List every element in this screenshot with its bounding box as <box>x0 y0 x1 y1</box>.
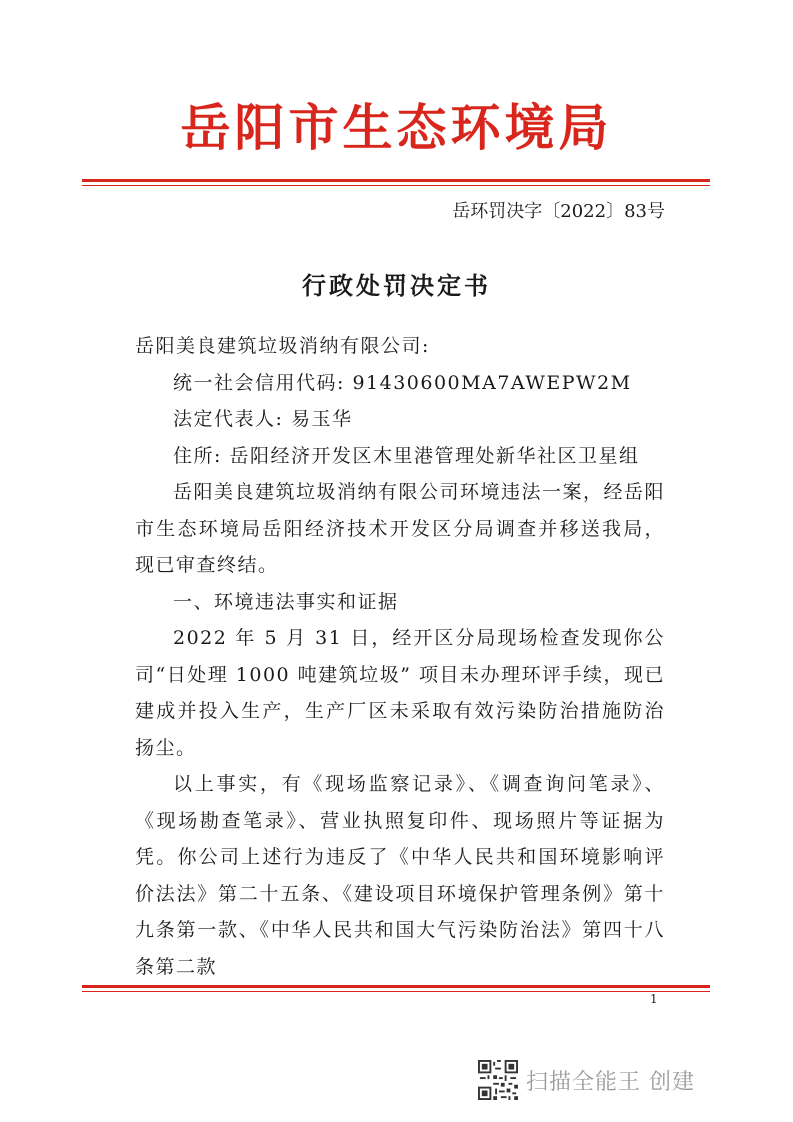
page-number: 1 <box>650 992 658 1006</box>
facts-paragraph: 2022 年 5 月 31 日，经开区分局现场检查发现你公司“日处理 1000 吨建筑垃圾” 项目未办理环评手续，现已建成并投入生产，生产厂区未采取有效污染防治措施防治扬尘。 <box>135 627 665 759</box>
evidence-paragraph: 以上事实，有《现场监察记录》、《调查询问笔录》、《现场勘查笔录》、营业执照复印件、现场照片等证据为凭。你公司上述行为违反了《中华人民共和国环境影响评价法法》第二十五条、《建设项目环境保护管理条例》第十九条第一款、《中华人民共和国大气污染防治法》第四十八条第二款 <box>135 773 665 978</box>
header-rule-thick <box>82 179 710 182</box>
scanner-watermark <box>478 1060 695 1100</box>
header-rule-thin <box>82 185 710 186</box>
document-title: 行政处罚决定书 <box>302 271 491 300</box>
footer-rule-thin <box>82 991 710 992</box>
credit-code: 统一社会信用代码: 91430600MA7AWEPW2M <box>173 371 632 394</box>
document-body <box>135 328 665 985</box>
intro-paragraph: 岳阳美良建筑垃圾消纳有限公司环境违法一案，经岳阳市生态环境局岳阳经济技术开发区分局调查并移送我局，现已审查终结。 <box>135 481 666 576</box>
document-number: 岳环罚决字〔2022〕83号 <box>452 201 665 222</box>
qr-code-icon <box>478 1060 518 1100</box>
legal-representative: 法定代表人: 易玉华 <box>173 408 353 430</box>
agency-name: 岳阳市生态环境局 <box>180 98 613 157</box>
section-heading: 一、环境违法事实和证据 <box>173 590 399 613</box>
watermark-text: 扫描全能王 创建 <box>526 1069 695 1095</box>
footer-rule-thick <box>82 985 710 988</box>
company-address: 住所: 岳阳经济开发区木里港管理处新华社区卫星组 <box>173 444 640 467</box>
addressee: 岳阳美良建筑垃圾消纳有限公司: <box>135 335 430 357</box>
